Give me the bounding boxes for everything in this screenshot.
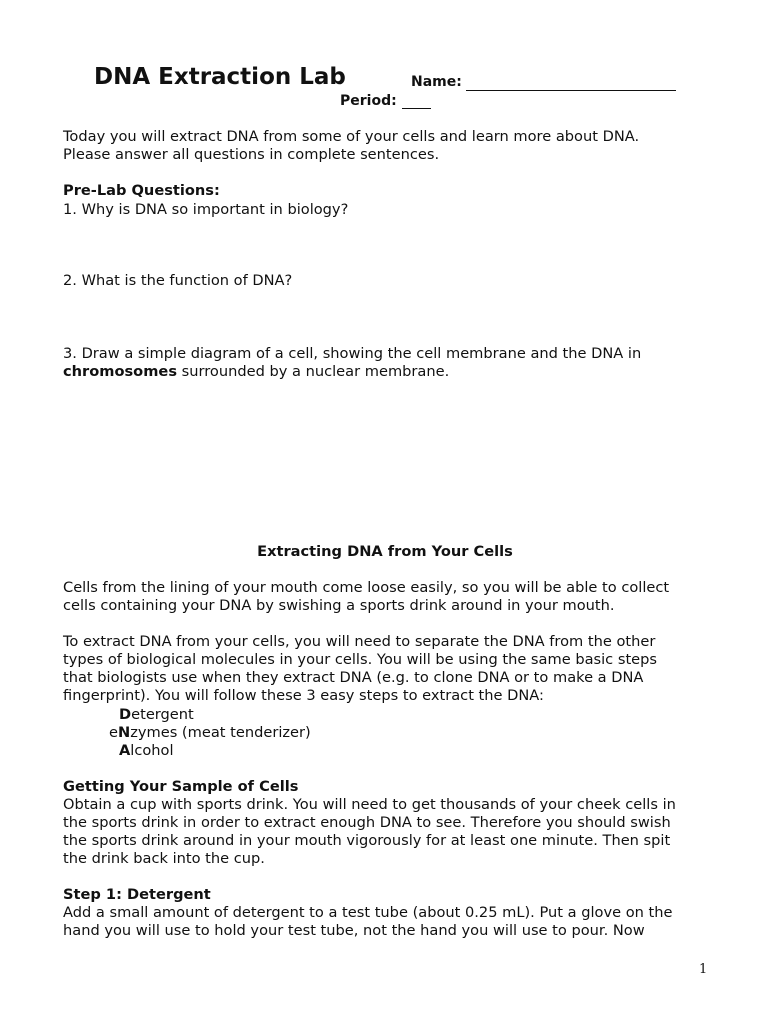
section-paragraph-2: To extract DNA from your cells, you will need to separate the DNA from the other types of biological molecules in your cells. You will be using the same basic steps that biologists use when they extract DNA (e.g. to clone DNA or to make a DNA fingerprint). You will follow these 3 easy steps to extract the DNA: bbox=[63, 633, 658, 704]
prelab-question-3-line-2 bbox=[63, 363, 723, 381]
name-label: Name: bbox=[411, 74, 462, 90]
section-paragraph-1: Cells from the lining of your mouth come loose easily, so you will be able to collect cells containing your DNA by swishing a sports drink around in your mouth. bbox=[63, 579, 670, 614]
period-blank-line[interactable] bbox=[402, 108, 431, 109]
chromosomes-term: chromosomes bbox=[63, 363, 177, 380]
step1-paragraph: Add a small amount of detergent to a test tube (about 0.25 mL). Put a glove on the hand you will use to hold your test tube, not the hand you will use to pour. Now bbox=[63, 904, 673, 939]
sample-heading: Getting Your Sample of Cells bbox=[63, 778, 299, 795]
step1-heading: Step 1: Detergent bbox=[63, 886, 211, 903]
name-blank-line[interactable] bbox=[466, 90, 676, 91]
prelab-heading: Pre-Lab Questions: bbox=[63, 182, 220, 199]
mnemonic-enzymes: eNzymes (meat tenderizer) bbox=[109, 724, 311, 741]
page-number: 1 bbox=[699, 962, 708, 977]
mnemonic-detergent: Detergent bbox=[119, 706, 194, 723]
section-heading: Extracting DNA from Your Cells bbox=[257, 543, 513, 560]
prelab-question-3-line-1: 3. Draw a simple diagram of a cell, showing the cell membrane and the DNA in bbox=[63, 345, 642, 362]
intro-paragraph: Today you will extract DNA from some of your cells and learn more about DNA. Please answer all questions in complete sentences. bbox=[63, 128, 640, 163]
prelab-question-1: 1. Why is DNA so important in biology? bbox=[63, 201, 349, 218]
prelab-question-3-rest: surrounded by a nuclear membrane. bbox=[177, 363, 450, 380]
mnemonic-alcohol: Alcohol bbox=[119, 742, 174, 759]
sample-paragraph: Obtain a cup with sports drink. You will need to get thousands of your cheek cells in the sports drink in order to extract enough DNA to see. Therefore you should swish the sports drink around in your mouth vigorously for at least one minute. Then spit the drink back into the cup. bbox=[63, 796, 676, 867]
page-title: DNA Extraction Lab bbox=[94, 64, 346, 90]
prelab-question-2: 2. What is the function of DNA? bbox=[63, 272, 293, 289]
period-label: Period: bbox=[340, 93, 397, 109]
